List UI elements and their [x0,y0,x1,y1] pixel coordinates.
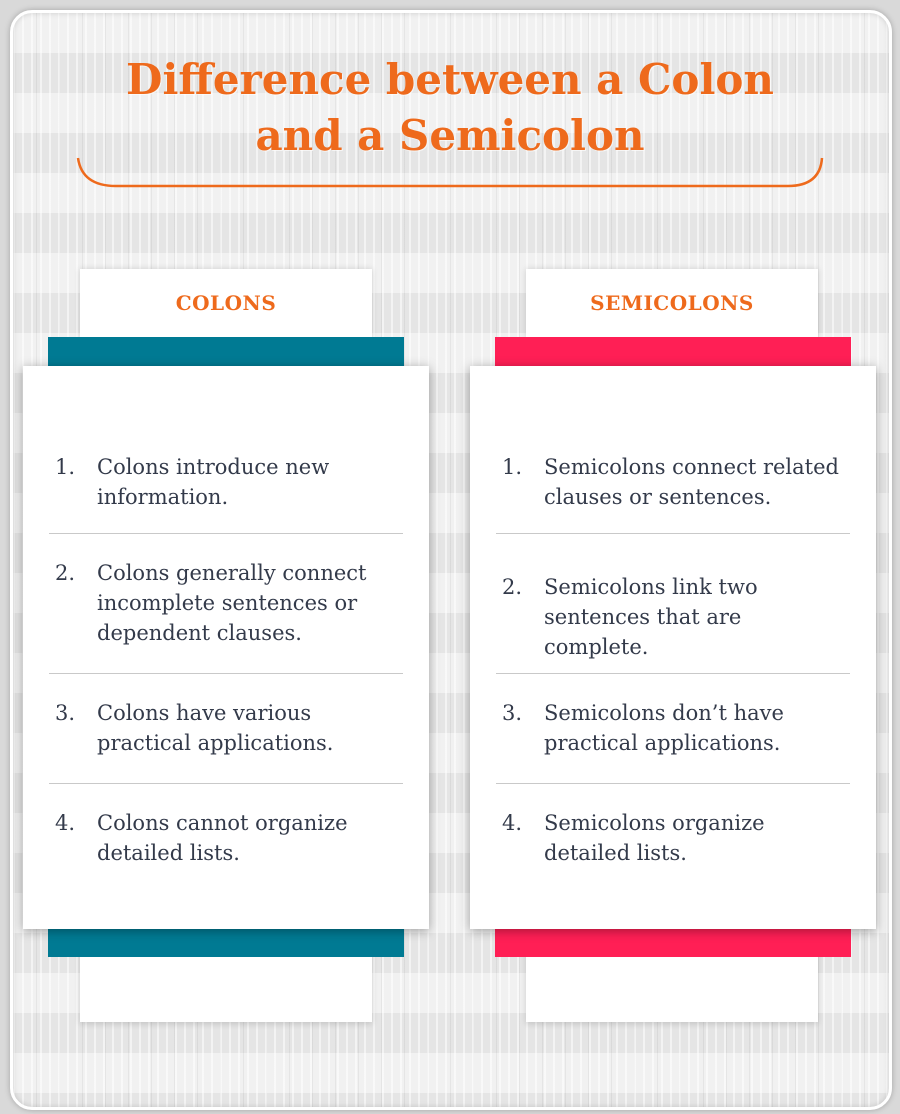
list-number: 3. [55,701,76,725]
semicolons-list-item [496,698,850,758]
colons-list-item [49,558,403,648]
divider [49,783,403,784]
list-number: 2. [502,575,523,599]
semicolons-top-bar [495,337,851,366]
semicolons-bottom-bar [495,928,851,957]
list-text: Colons cannot organize detailed lists. [97,811,348,865]
semicolons-panel [470,366,876,929]
title-line-2: and a Semicolon [255,111,645,160]
list-text: Semicolons connect related clauses or sentences. [544,455,839,509]
semicolons-list-item [496,572,850,662]
list-text: Semicolons link two sentences that are complete. [544,575,758,659]
list-number: 4. [502,811,523,835]
list-text: Colons introduce new information. [97,455,330,509]
list-number: 1. [55,455,76,479]
list-number: 4. [55,811,76,835]
semicolons-list-item [496,452,850,512]
colons-list-item [49,452,403,512]
semicolons-heading: SEMICOLONS [590,291,754,315]
divider [496,533,850,534]
list-number: 1. [502,455,523,479]
list-text: Semicolons organize detailed lists. [544,811,765,865]
divider [496,783,850,784]
title-underline-swoosh [76,150,826,192]
divider [496,673,850,674]
colons-heading-tab [80,269,372,337]
list-number: 3. [502,701,523,725]
list-number: 2. [55,561,76,585]
colons-list-item [49,698,403,758]
colons-top-bar [48,337,404,366]
list-text: Colons generally connect incomplete sentences or dependent clauses. [97,561,367,645]
title-line-1: Difference between a Colon [126,55,774,104]
colons-list-item [49,808,403,868]
list-text: Colons have various practical applications. [97,701,334,755]
colons-bottom-bar [48,928,404,957]
semicolons-heading-tab [526,269,818,337]
divider [49,673,403,674]
colons-panel [23,366,429,929]
list-text: Semicolons don’t have practical applications. [544,701,784,755]
semicolons-list-item [496,808,850,868]
colons-heading: COLONS [175,291,277,315]
page-title [0,52,900,164]
divider [49,533,403,534]
